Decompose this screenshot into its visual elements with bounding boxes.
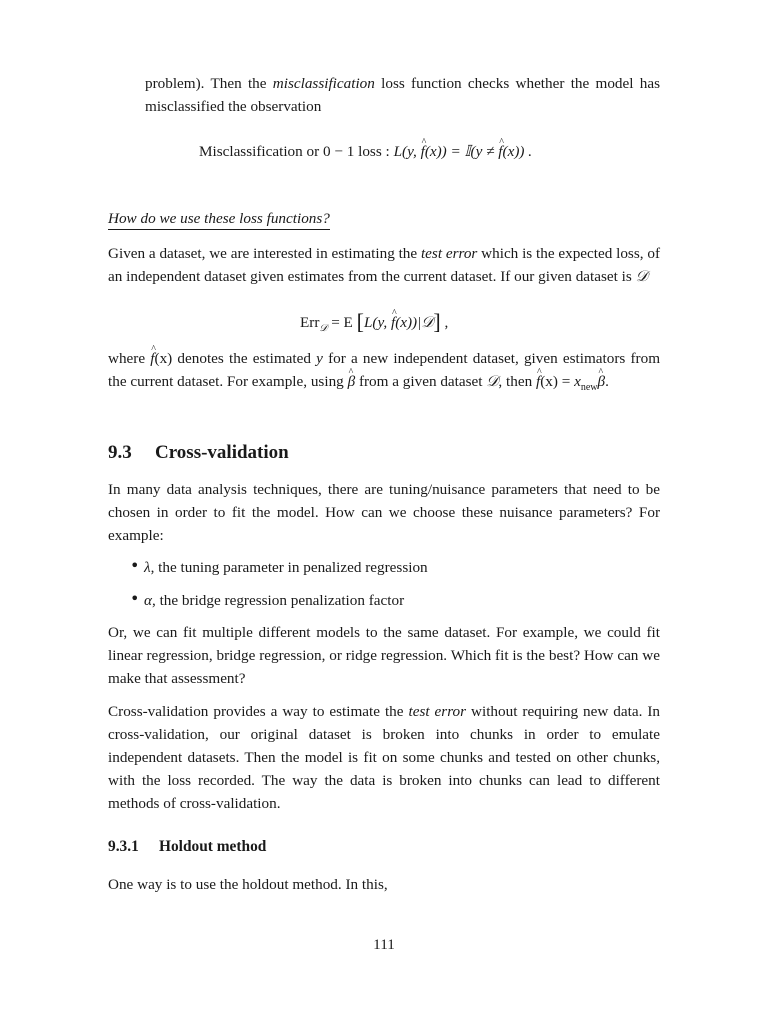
equation-label: Misclassification or 0 − 1 loss : [198,143,394,160]
models-paragraph: Or, we can fit multiple different models to the same dataset. For example, we could fit linear regression, bridge regression, or ridge regression. Which fit is the best? How can we make that assessment? [108,624,660,687]
section-title: Cross-validation [155,442,289,463]
test-error-emphasis: test error [408,703,467,720]
page-number: 111 [373,936,395,953]
list-item: • α, the bridge regression penalization factor [130,589,405,609]
where-paragraph: where ^ f(x) denotes the estimated y for a new independent dataset, given estimators from the current dataset. For example, using ^ β from a given dataset 𝒟, then ^ $f(x) = x_{new}\^{}$ β. [108,347,660,399]
err-equation: Err$_𝒟$ = E [L(y, ^ f(x))|𝒟] , [300,311,500,340]
subsection-title: Holdout method [159,838,267,855]
intro-text-b: loss function checks whether the model has misclassified the observation [145,75,660,115]
cv-intro-paragraph: In many data analysis techniques, there are tuning/nuisance parameters that need to be chosen in order to fit the model. How can we choose these nuisance parameters? For example: [108,481,660,544]
intro-paragraph [145,72,660,118]
misclassification-equation: Misclassification or 0 − 1 loss : L(y, ^ f(x)) = 𝕀(y ≠ ^ f(x)) . [108,140,623,163]
subsection-number: 9.3.1 [108,838,139,855]
subsection-heading [108,838,266,856]
parameter-list [108,556,660,622]
section-number: 9.3 [108,442,132,463]
holdout-paragraph: One way is to use the holdout method. In this, [108,876,388,893]
section-heading [108,442,289,464]
list-item: • λ, the tuning parameter in penalized regression [130,556,428,576]
test-error-emphasis: test error [420,245,478,262]
bullet-icon: • [130,556,140,575]
cv-description-paragraph: Cross-validation provides a way to estimate the test error without requiring new data. In cross-validation, our original dataset is broken into chunks in order to emulate independent datasets. Then the model is fit on some chunks and tested on other chunks, with the loss recorded. The way the data is broken into chunks can lead to different methods of cross-validation. [108,703,661,812]
intro-text-a: problem). Then the [145,75,273,92]
intro-emphasis: misclassification [272,75,375,92]
bullet-icon: • [130,589,140,608]
question-heading: How do we use these loss functions? [108,210,330,230]
test-error-paragraph: Given a dataset, we are interested in estimating the test error which is the expected loss, of an independent dataset given estimates from the current dataset. If our given dataset is 𝒟 [108,245,661,285]
